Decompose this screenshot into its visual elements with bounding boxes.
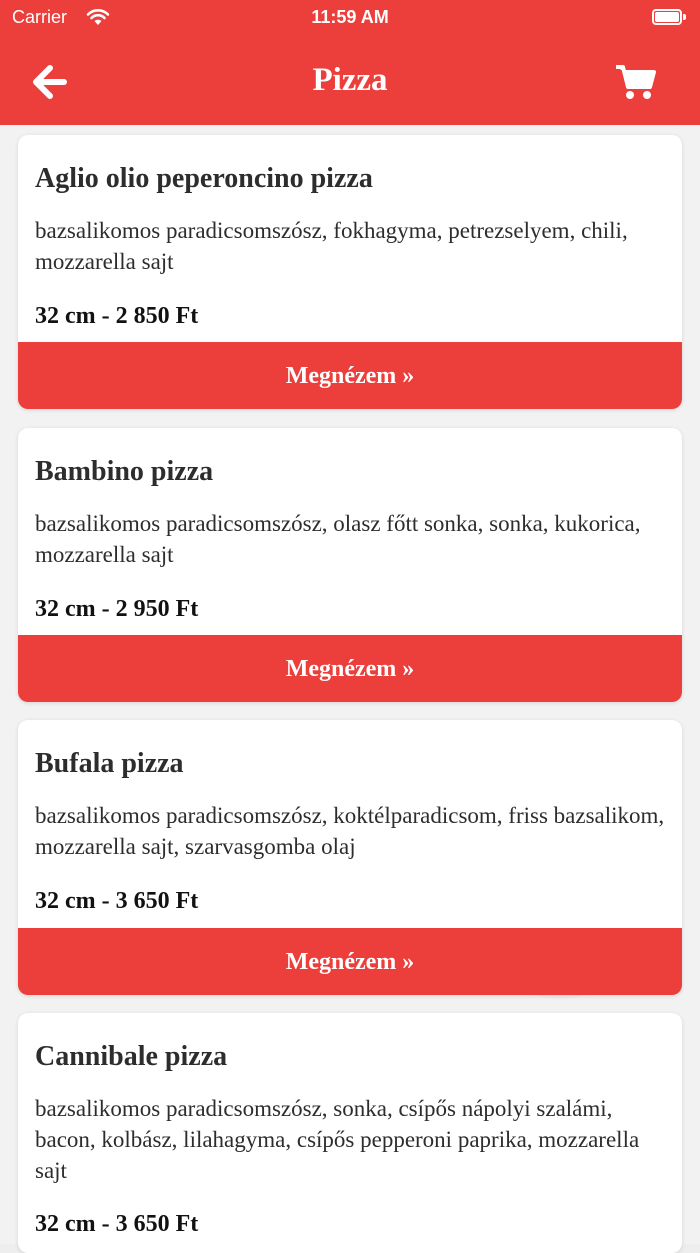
product-ingredients: bazsalikomos paradicsomszósz, sonka, csípős nápolyi szalámi, bacon, kolbász, lilahagyma, csípős pepperoni paprika, mozzarella sajt <box>35 1096 640 1183</box>
product-ingredients: bazsalikomos paradicsomszósz, olasz főtt sonka, sonka, kukorica, mozzarella sajt <box>35 511 641 567</box>
product-price: 32 cm - 3 650 Ft <box>35 888 199 914</box>
product-name: Bambino pizza <box>35 456 214 487</box>
carrier-label: Carrier <box>12 7 68 27</box>
product-price: 32 cm - 2 950 Ft <box>35 596 199 622</box>
view-button[interactable]: Megnézem » <box>18 635 682 702</box>
header <box>0 0 700 125</box>
cart-icon[interactable] <box>614 62 656 102</box>
product-card <box>18 428 682 702</box>
product-ingredients: bazsalikomos paradicsomszósz, fokhagyma, petrezselyem, chili, mozzarella sajt <box>35 218 628 274</box>
product-card <box>18 1013 682 1253</box>
battery-icon <box>652 9 686 25</box>
page-title: Pizza <box>312 62 388 98</box>
product-ingredients: bazsalikomos paradicsomszósz, koktélparadicsom, friss bazsalikom, mozzarella sajt, szarvasgomba olaj <box>35 803 665 859</box>
product-name: Cannibale pizza <box>35 1041 228 1072</box>
view-button[interactable]: Megnézem » <box>18 342 682 409</box>
status-bar <box>0 0 700 36</box>
product-price: 32 cm - 3 650 Ft <box>35 1211 199 1237</box>
product-price: 32 cm - 2 850 Ft <box>35 303 199 329</box>
clock: 11:59 AM <box>311 7 389 27</box>
product-card <box>18 135 682 409</box>
product-name: Aglio olio peperoncino pizza <box>35 163 373 194</box>
product-card <box>18 720 682 995</box>
view-button[interactable]: Megnézem » <box>18 928 682 995</box>
nav-bar <box>0 36 700 125</box>
product-name: Bufala pizza <box>35 748 184 779</box>
